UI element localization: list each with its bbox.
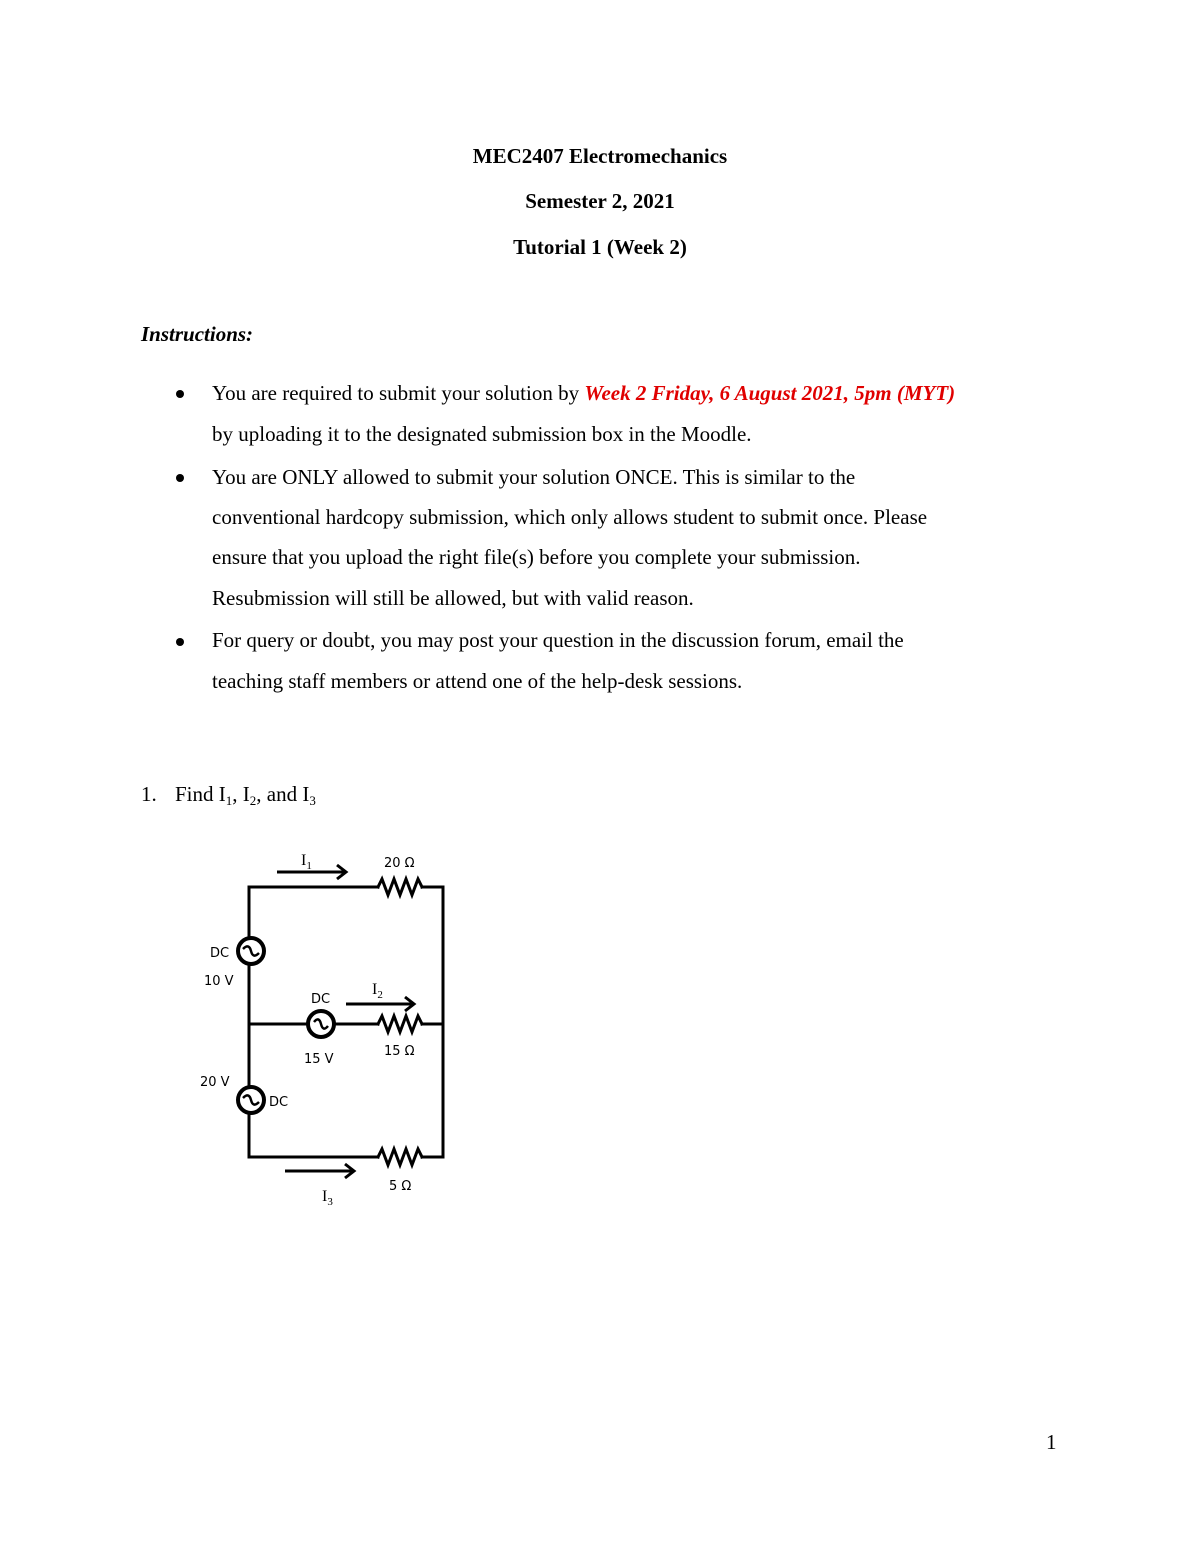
bullet-dot-icon [176, 474, 184, 482]
bullet-2-line-1: You are ONLY allowed to submit your solution ONCE. This is similar to the [212, 465, 856, 489]
label-r3: 5 Ω [389, 1179, 412, 1194]
semester-title: Semester 2, 2021 [525, 189, 675, 213]
course-title: MEC2407 Electromechanics [472, 144, 728, 168]
bullet-2-line-2: conventional hardcopy submission, which only allows student to submit once. Please [212, 505, 928, 529]
bullet-dot-icon [176, 390, 184, 398]
label-v1: 10 V [204, 974, 234, 989]
bullet-1-text: You are required to submit your solution by [212, 381, 585, 405]
label-v3: 20 V [200, 1075, 230, 1090]
bullet-1-line-1 [212, 381, 955, 406]
bullet-3-line-1: For query or doubt, you may post your question in the discussion forum, email the [212, 628, 904, 652]
dc-source-10v-icon [238, 938, 264, 964]
label-r2: 15 Ω [384, 1044, 415, 1059]
label-v3-type: DC [269, 1095, 289, 1110]
label-i3: $I_3$ [322, 1188, 333, 1208]
resistor-15-ohm-icon [378, 1016, 422, 1032]
instructions-heading: Instructions: [141, 322, 254, 346]
label-v1-type: DC [210, 946, 230, 961]
circuit-diagram [190, 840, 470, 1220]
bullet-2-line-3: ensure that you upload the right file(s) before you complete your submission. [212, 545, 861, 569]
label-v2: 15 V [304, 1052, 334, 1067]
resistor-5-ohm-icon [378, 1149, 422, 1165]
bullet-2-line-4: Resubmission will still be allowed, but with valid reason. [212, 586, 694, 610]
dc-source-15v-icon [308, 1011, 334, 1037]
resistor-20-ohm-icon [378, 879, 422, 895]
tutorial-title: Tutorial 1 (Week 2) [513, 235, 687, 259]
bullet-3-line-2: teaching staff members or attend one of the help-desk sessions. [212, 669, 743, 693]
deadline-text: Week 2 Friday, 6 August 2021, 5pm (MYT) [584, 381, 956, 405]
question-text: Find $I_1$, $I_2$, and $I_3$ [175, 782, 316, 808]
label-r1: 20 Ω [384, 856, 415, 871]
bullet-1-line-2: by uploading it to the designated submission box in the Moodle. [212, 422, 752, 446]
label-v2-type: DC [311, 992, 331, 1007]
question-1 [141, 782, 316, 809]
label-i1: $I_1$ [301, 852, 312, 872]
dc-source-20v-icon [238, 1087, 264, 1113]
bullet-dot-icon [176, 638, 184, 646]
label-i2: $I_2$ [372, 981, 383, 1001]
question-number: 1. [141, 782, 157, 806]
arrow-i3-icon [285, 1164, 354, 1178]
page-number: 1 [1046, 1430, 1057, 1454]
